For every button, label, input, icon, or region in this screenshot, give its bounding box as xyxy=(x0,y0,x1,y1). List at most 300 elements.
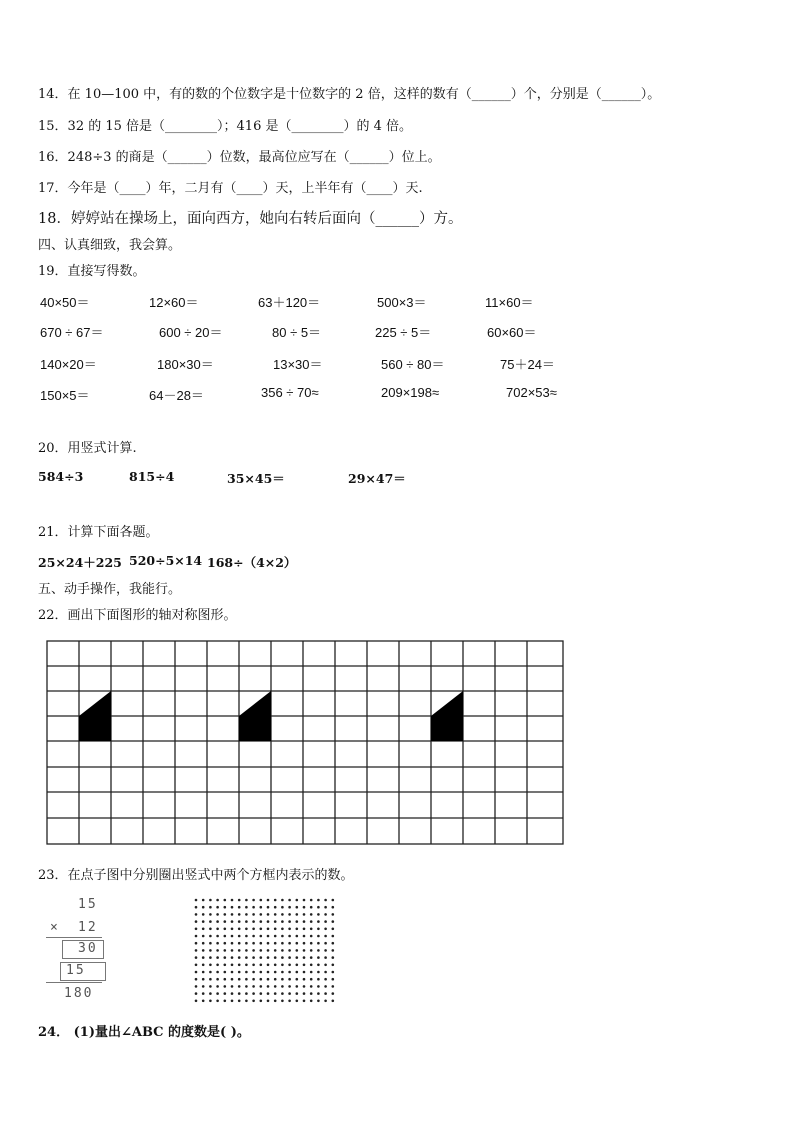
dot xyxy=(274,913,277,916)
dot xyxy=(296,928,299,931)
dot xyxy=(195,920,198,923)
dot xyxy=(332,964,335,967)
calc-item: 64－28＝ xyxy=(149,388,204,403)
multiplier: 12 xyxy=(78,920,98,935)
dot xyxy=(195,942,198,945)
question-23: 23．在点子图中分别圈出竖式中两个方框内表示的数。 xyxy=(38,868,354,883)
vertical-calc-item: 29×47＝ xyxy=(348,471,406,486)
dot xyxy=(224,928,227,931)
dot xyxy=(238,964,241,967)
dot xyxy=(317,992,320,995)
dot xyxy=(231,956,234,959)
dot xyxy=(209,935,212,938)
calc-item: 75＋24＝ xyxy=(500,357,555,372)
dot xyxy=(303,906,306,909)
mixed-calc-item: 520÷5×14 xyxy=(129,553,203,568)
dot xyxy=(231,920,234,923)
calc-item: 356 ÷ 70≈ xyxy=(261,385,319,400)
dot xyxy=(252,928,255,931)
dot xyxy=(224,992,227,995)
dot xyxy=(310,928,313,931)
dot xyxy=(231,949,234,952)
dot xyxy=(238,985,241,988)
dot xyxy=(317,920,320,923)
vertical-calc-item: 815÷4 xyxy=(129,469,175,484)
dot xyxy=(231,985,234,988)
dot xyxy=(332,1000,335,1003)
dot xyxy=(332,899,335,902)
dot xyxy=(317,956,320,959)
dot xyxy=(252,1000,255,1003)
dot xyxy=(238,942,241,945)
dot xyxy=(252,899,255,902)
dot xyxy=(303,928,306,931)
dot xyxy=(281,956,284,959)
dot xyxy=(274,935,277,938)
calc-item: 150×5＝ xyxy=(40,388,90,403)
shape-3 xyxy=(431,691,463,741)
dot xyxy=(231,935,234,938)
dot xyxy=(216,964,219,967)
dot xyxy=(274,992,277,995)
dot xyxy=(260,949,263,952)
dot xyxy=(209,985,212,988)
dot xyxy=(260,978,263,981)
question-19: 19．直接写得数。 xyxy=(38,264,146,279)
calc-item: 670 ÷ 67＝ xyxy=(40,325,104,340)
dot xyxy=(310,899,313,902)
dot xyxy=(281,913,284,916)
dot xyxy=(260,985,263,988)
dot xyxy=(245,964,248,967)
dot xyxy=(274,949,277,952)
dot xyxy=(202,956,205,959)
dot xyxy=(281,928,284,931)
dot xyxy=(209,971,212,974)
dot xyxy=(245,913,248,916)
dot xyxy=(274,920,277,923)
dot xyxy=(310,985,313,988)
dot xyxy=(260,971,263,974)
dot xyxy=(224,1000,227,1003)
section-4-heading: 四、认真细致，我会算。 xyxy=(38,238,182,253)
dot xyxy=(195,978,198,981)
dot xyxy=(324,942,327,945)
dot xyxy=(267,985,270,988)
dot xyxy=(238,992,241,995)
dot xyxy=(224,964,227,967)
vertical-calc-item: 35×45＝ xyxy=(227,471,285,486)
dot xyxy=(288,992,291,995)
dot xyxy=(332,949,335,952)
dot xyxy=(209,928,212,931)
dot xyxy=(288,978,291,981)
dot xyxy=(202,985,205,988)
dot xyxy=(324,928,327,931)
dot xyxy=(202,935,205,938)
underline-2 xyxy=(46,982,102,983)
dot xyxy=(267,935,270,938)
dot xyxy=(296,942,299,945)
dot xyxy=(231,928,234,931)
dot xyxy=(202,1000,205,1003)
dot xyxy=(267,1000,270,1003)
dot xyxy=(195,928,198,931)
dot xyxy=(245,942,248,945)
dot xyxy=(245,935,248,938)
dot xyxy=(332,992,335,995)
dot xyxy=(245,971,248,974)
dot xyxy=(310,949,313,952)
dot xyxy=(274,899,277,902)
dot xyxy=(332,971,335,974)
dot xyxy=(252,971,255,974)
dot xyxy=(310,971,313,974)
dot xyxy=(310,942,313,945)
dot xyxy=(281,920,284,923)
mixed-calc-item: 168÷（4×2） xyxy=(207,555,297,570)
dot xyxy=(310,964,313,967)
calc-item: 600 ÷ 20＝ xyxy=(159,325,223,340)
dot xyxy=(202,913,205,916)
dot xyxy=(216,949,219,952)
dot xyxy=(324,964,327,967)
dot xyxy=(310,913,313,916)
grid-lines xyxy=(47,641,563,844)
question-20: 20．用竖式计算. xyxy=(38,441,137,456)
dot xyxy=(238,935,241,938)
dot xyxy=(281,942,284,945)
dot xyxy=(303,935,306,938)
dot xyxy=(274,942,277,945)
dot xyxy=(288,942,291,945)
dot xyxy=(281,971,284,974)
dot xyxy=(332,978,335,981)
dot xyxy=(202,906,205,909)
dot xyxy=(317,906,320,909)
dot xyxy=(195,935,198,938)
calc-item: 63＋120＝ xyxy=(258,295,321,310)
dot xyxy=(238,906,241,909)
dot xyxy=(195,964,198,967)
dot xyxy=(260,964,263,967)
dot xyxy=(296,949,299,952)
dot xyxy=(216,1000,219,1003)
calc-item: 225 ÷ 5＝ xyxy=(375,325,432,340)
dot xyxy=(245,949,248,952)
multiplicand: 15 xyxy=(78,897,98,912)
dot xyxy=(209,906,212,909)
question-21: 21．计算下面各题。 xyxy=(38,525,159,540)
dot xyxy=(332,906,335,909)
dot xyxy=(324,992,327,995)
underline-1 xyxy=(46,937,102,938)
dot xyxy=(252,978,255,981)
dot xyxy=(296,906,299,909)
dot xyxy=(260,935,263,938)
dot xyxy=(231,1000,234,1003)
question-22: 22．画出下面图形的轴对称图形。 xyxy=(38,608,237,623)
calc-item: 40×50＝ xyxy=(40,295,90,310)
dot xyxy=(202,928,205,931)
dot xyxy=(224,942,227,945)
dot xyxy=(202,964,205,967)
calc-item: 60×60＝ xyxy=(487,325,537,340)
dot xyxy=(317,949,320,952)
dot xyxy=(274,971,277,974)
dot xyxy=(238,920,241,923)
question-16: 16．248÷3 的商是（______）位数，最高位应写在（______）位上。 xyxy=(38,150,441,165)
dot xyxy=(216,992,219,995)
dot xyxy=(209,978,212,981)
dot xyxy=(195,906,198,909)
dot xyxy=(202,978,205,981)
dot xyxy=(317,928,320,931)
dot xyxy=(288,956,291,959)
dot xyxy=(245,928,248,931)
dot xyxy=(224,956,227,959)
dot xyxy=(332,920,335,923)
dot xyxy=(202,971,205,974)
shape-1 xyxy=(79,691,111,741)
dot xyxy=(274,978,277,981)
dot xyxy=(209,992,212,995)
dot xyxy=(267,906,270,909)
shape-2 xyxy=(239,691,271,741)
dot xyxy=(281,1000,284,1003)
dot xyxy=(296,978,299,981)
dot xyxy=(317,935,320,938)
dot xyxy=(216,985,219,988)
dot xyxy=(224,978,227,981)
symmetry-grid xyxy=(46,640,566,846)
mixed-calc-item: 25×24＋225 xyxy=(38,555,122,570)
product: 180 xyxy=(64,986,94,1001)
dot xyxy=(317,985,320,988)
dot xyxy=(231,964,234,967)
dot xyxy=(238,978,241,981)
dot xyxy=(288,935,291,938)
dot xyxy=(303,956,306,959)
dot xyxy=(252,992,255,995)
calc-item: 13×30＝ xyxy=(273,357,323,372)
dot xyxy=(260,956,263,959)
dot xyxy=(267,899,270,902)
dot xyxy=(209,964,212,967)
dot xyxy=(296,920,299,923)
dot xyxy=(245,899,248,902)
dot xyxy=(288,964,291,967)
dot xyxy=(252,964,255,967)
dot xyxy=(231,992,234,995)
dot xyxy=(224,985,227,988)
dot xyxy=(260,942,263,945)
dot xyxy=(231,913,234,916)
dot xyxy=(224,971,227,974)
dot xyxy=(267,978,270,981)
question-15: 15．32 的 15 倍是（________）；416 是（________）的 4 倍。 xyxy=(38,119,413,134)
vertical-calc-item: 584÷3 xyxy=(38,469,84,484)
section-5-heading: 五、动手操作，我能行。 xyxy=(38,582,182,597)
dot xyxy=(324,899,327,902)
dot xyxy=(303,920,306,923)
dot xyxy=(238,928,241,931)
dot xyxy=(238,899,241,902)
dot xyxy=(324,985,327,988)
dot xyxy=(324,906,327,909)
dot xyxy=(260,928,263,931)
dot xyxy=(216,942,219,945)
dot xyxy=(324,956,327,959)
dot xyxy=(288,985,291,988)
dot xyxy=(216,956,219,959)
dot xyxy=(245,920,248,923)
dot xyxy=(281,899,284,902)
dot xyxy=(260,913,263,916)
dot xyxy=(224,935,227,938)
dot xyxy=(296,964,299,967)
dot xyxy=(252,935,255,938)
dot xyxy=(281,992,284,995)
dot xyxy=(245,1000,248,1003)
dot xyxy=(267,956,270,959)
dot xyxy=(238,956,241,959)
dot xyxy=(303,964,306,967)
dot xyxy=(202,920,205,923)
question-24: 24． (1)量出∠ABC 的度数是( )。 xyxy=(38,1025,250,1040)
calc-item: 140×20＝ xyxy=(40,357,97,372)
dot xyxy=(310,956,313,959)
dot xyxy=(267,928,270,931)
dot xyxy=(281,985,284,988)
dot xyxy=(231,971,234,974)
dot xyxy=(231,978,234,981)
dot xyxy=(310,992,313,995)
dot xyxy=(274,985,277,988)
dot xyxy=(317,1000,320,1003)
dot xyxy=(303,949,306,952)
dot xyxy=(324,935,327,938)
dot xyxy=(296,971,299,974)
dot xyxy=(317,899,320,902)
dot xyxy=(216,899,219,902)
dot xyxy=(332,935,335,938)
dot xyxy=(324,1000,327,1003)
dot xyxy=(238,1000,241,1003)
dot xyxy=(195,899,198,902)
dot xyxy=(260,1000,263,1003)
dot xyxy=(274,1000,277,1003)
dot xyxy=(332,956,335,959)
dot xyxy=(281,964,284,967)
dot xyxy=(288,920,291,923)
dot xyxy=(245,985,248,988)
dot xyxy=(224,920,227,923)
dot xyxy=(288,1000,291,1003)
times-sign: × xyxy=(50,920,60,935)
dot xyxy=(209,920,212,923)
dot xyxy=(303,985,306,988)
dot xyxy=(296,935,299,938)
dot xyxy=(288,928,291,931)
dot xyxy=(324,971,327,974)
dot xyxy=(209,949,212,952)
dot xyxy=(317,942,320,945)
dot xyxy=(310,906,313,909)
dot xyxy=(245,906,248,909)
dot xyxy=(274,906,277,909)
dot xyxy=(216,978,219,981)
dot xyxy=(224,913,227,916)
dot xyxy=(288,949,291,952)
dot xyxy=(202,899,205,902)
dot xyxy=(267,942,270,945)
calc-item: 209×198≈ xyxy=(381,385,440,400)
dot xyxy=(303,942,306,945)
dot xyxy=(209,956,212,959)
dot xyxy=(267,971,270,974)
dot xyxy=(267,920,270,923)
dot xyxy=(324,913,327,916)
dot xyxy=(267,913,270,916)
dot xyxy=(317,913,320,916)
dot xyxy=(281,906,284,909)
calc-item: 11×60＝ xyxy=(485,295,534,310)
dot xyxy=(209,1000,212,1003)
dot xyxy=(288,899,291,902)
dot xyxy=(209,899,212,902)
dot xyxy=(310,920,313,923)
dot xyxy=(332,942,335,945)
dot xyxy=(202,942,205,945)
dot xyxy=(296,985,299,988)
dot xyxy=(231,899,234,902)
dot xyxy=(216,971,219,974)
dot xyxy=(252,985,255,988)
dot xyxy=(296,1000,299,1003)
dot xyxy=(317,978,320,981)
dot xyxy=(274,964,277,967)
dot xyxy=(310,935,313,938)
dot xyxy=(274,956,277,959)
dot xyxy=(260,992,263,995)
dot xyxy=(281,949,284,952)
calc-item: 12×60＝ xyxy=(149,295,199,310)
dot xyxy=(303,971,306,974)
dot xyxy=(332,928,335,931)
dot xyxy=(195,1000,198,1003)
calc-item: 80 ÷ 5＝ xyxy=(272,325,322,340)
dot xyxy=(310,1000,313,1003)
dot xyxy=(296,899,299,902)
dot xyxy=(252,906,255,909)
dot xyxy=(209,913,212,916)
dot xyxy=(303,992,306,995)
dot xyxy=(195,949,198,952)
dot xyxy=(252,913,255,916)
dot xyxy=(296,956,299,959)
dot xyxy=(231,906,234,909)
dot xyxy=(216,935,219,938)
dot xyxy=(202,992,205,995)
question-18: 18．婷婷站在操场上，面向西方，她向右转后面向（______）方。 xyxy=(38,211,463,227)
dot xyxy=(260,920,263,923)
dot xyxy=(303,1000,306,1003)
dot xyxy=(245,978,248,981)
calc-item: 702×53≈ xyxy=(506,385,557,400)
dot xyxy=(209,942,212,945)
calc-item: 180×30＝ xyxy=(157,357,214,372)
